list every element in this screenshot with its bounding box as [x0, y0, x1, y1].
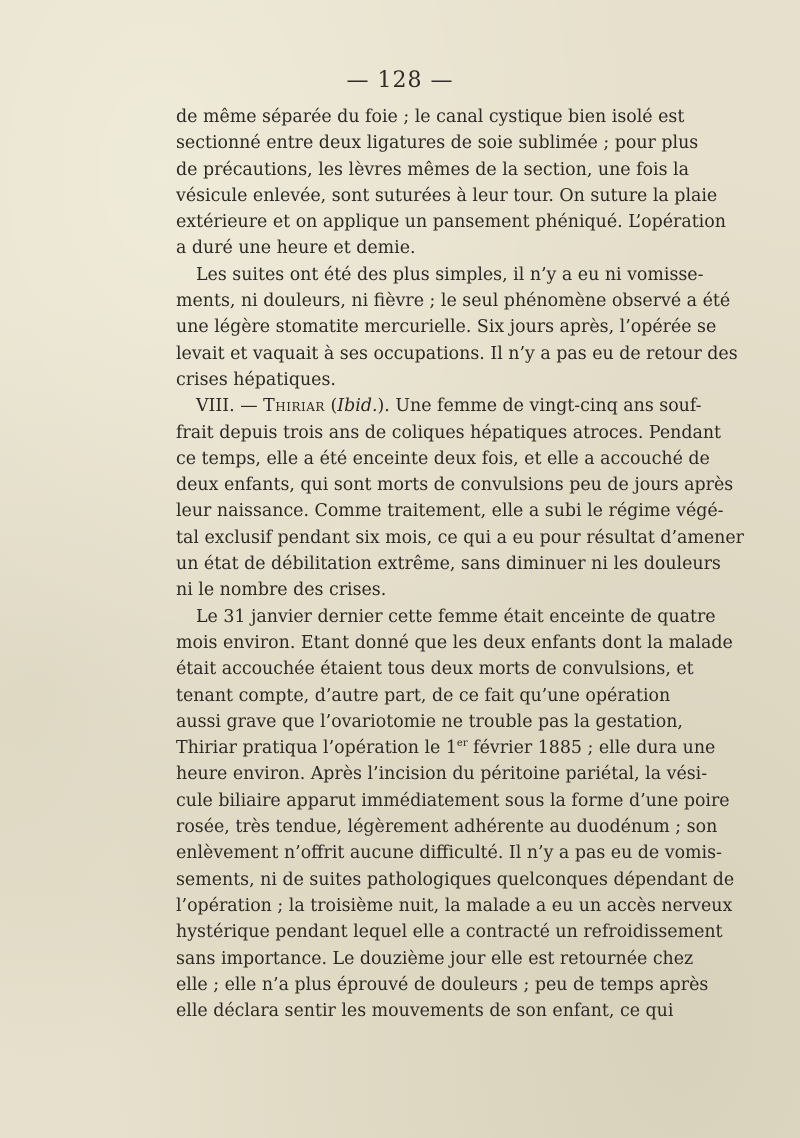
text-line: ce temps, elle a été enceinte deux fois, et elle a accouché de [176, 448, 710, 469]
text-line: l’opération ; la troisième nuit, la malade a eu un accès nerveux [176, 895, 733, 916]
case-number: VIII. — [196, 396, 264, 417]
text-line: aussi grave que l’ovariotomie ne trouble pas la gestation, [176, 711, 683, 732]
text-line: extérieure et on applique un pansement phéniqué. L’opération [176, 212, 726, 233]
case-reference: Ibid. [337, 396, 378, 417]
page-number: — 128 — [346, 68, 454, 93]
text-line: enlèvement n’offrit aucune difficulté. Il n’y a pas eu de vomis- [176, 843, 722, 864]
text-line: était accouchée étaient tous deux morts de convulsions, et [176, 659, 694, 680]
text-line: cule biliaire apparut immédiatement sous la forme d’une poire [176, 790, 730, 811]
case-intro-text: ). Une femme de vingt-cinq ans souf- [377, 396, 702, 417]
text-line: une légère stomatite mercurielle. Six jours après, l’opérée se [176, 317, 717, 338]
text-line: Le 31 janvier dernier cette femme était enceinte de quatre [196, 606, 716, 627]
case-author: Thiriar [263, 396, 325, 417]
text-line: sans importance. Le douzième jour elle est retournée chez [176, 948, 694, 969]
text-line: tal exclusif pendant six mois, ce qui a eu pour résultat d’amener [176, 527, 744, 548]
paragraph-operation-1885 [176, 604, 735, 1025]
text-line: deux enfants, qui sont morts de convulsions peu de jours après [176, 475, 734, 496]
paragraph-operation-end [176, 104, 726, 262]
ordinal-superscript: er [456, 738, 468, 750]
text-line: sectionné entre deux ligatures de soie sublimée ; pour plus [176, 133, 699, 154]
text-line: frait depuis trois ans de coliques hépatiques atroces. Pendant [176, 422, 722, 443]
text-line: rosée, très tendue, légèrement adhérente au duodénum ; son [176, 817, 718, 838]
text-line: tenant compte, d’autre part, de ce fait qu’une opération [176, 685, 671, 706]
text-line: un état de débilitation extrême, sans diminuer ni les douleurs [176, 554, 721, 575]
text-line: de même séparée du foie ; le canal cystique bien isolé est [176, 107, 685, 127]
case-heading-line [176, 393, 702, 419]
text-line: Les suites ont été des plus simples, il n’y a eu ni vomisse- [196, 264, 704, 285]
date-line [176, 735, 716, 761]
text-line: hystérique pendant lequel elle a contracté un refroidissement [176, 922, 723, 943]
text-line: levait et vaquait à ses occupations. Il n’y a pas eu de retour des [176, 343, 738, 364]
text-line: vésicule enlevée, sont suturées à leur tour. On suture la plaie [176, 185, 718, 206]
text-line: ments, ni douleurs, ni fièvre ; le seul phénomène observé a été [176, 291, 731, 312]
text-line: a duré une heure et demie. [176, 238, 416, 259]
text-line: leur naissance. Comme traitement, elle a subi le régime végé- [176, 501, 724, 522]
text-line: ni le nombre des crises. [176, 580, 387, 601]
text-line: mois environ. Etant donné que les deux enfants dont la malade [176, 632, 733, 653]
text-line: de précautions, les lèvres mêmes de la section, une fois la [176, 159, 689, 180]
text-line: elle déclara sentir les mouvements de son enfant, ce qui [176, 1001, 674, 1022]
body-text [176, 104, 744, 1024]
paragraph-recovery [176, 262, 738, 393]
text-line: elle ; elle n’a plus éprouvé de douleurs ; peu de temps après [176, 974, 709, 995]
text-line: crises hépatiques. [176, 369, 336, 390]
text-line: heure environ. Après l’incision du péritoine pariétal, la vési- [176, 764, 708, 785]
text-line: sements, ni de suites pathologiques quelconques dépendant de [176, 869, 735, 890]
paragraph-case-viii [176, 393, 744, 603]
date-line-end: février 1885 ; elle dura une [467, 738, 716, 759]
date-line-start: Thiriar pratiqua l’opération le 1 [176, 738, 457, 759]
paren-open: ( [324, 396, 338, 417]
